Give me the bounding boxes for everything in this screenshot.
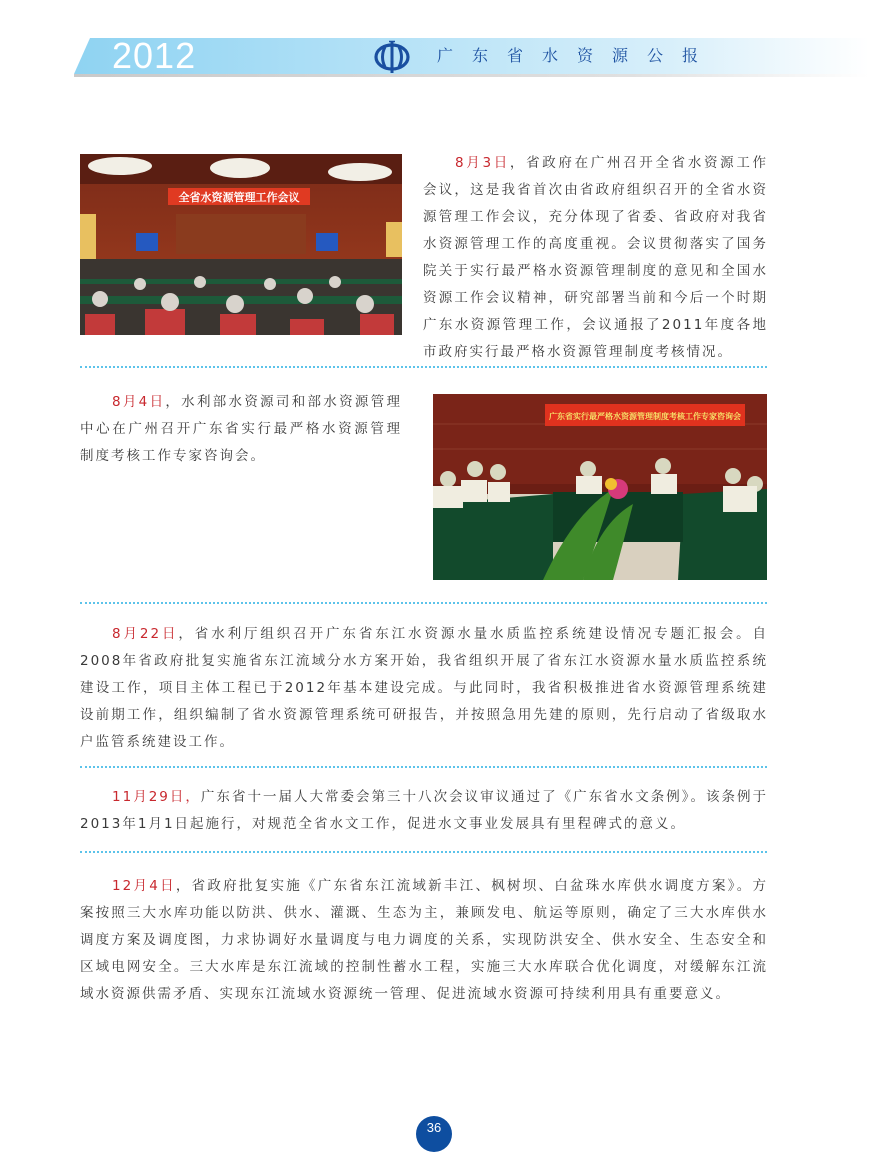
event-text: 水利部水资源司和部水资源管理中心在广州召开广东省实行最严格水资源管理制度考核工作专家咨询会。 — [80, 394, 402, 464]
svg-text:全省水资源管理工作会议: 全省水资源管理工作会议 — [178, 191, 300, 204]
header-year: 2012 — [112, 35, 197, 76]
event-text: 广东省十一届人大常委会第三十八次会议审议通过了《广东省水文条例》。该条例于2013年1月1日起施行，对规范全省水文工作，促进水文事业发展具有里程碑式的意义。 — [80, 789, 769, 832]
event-date: 8月4日 — [112, 394, 166, 410]
event-text: 省水利厅组织召开广东省东江水资源水量水质监控系统建设情况专题汇报会。自2008年省政府批复实施省东江流域分水方案开始，我省组织开展了省东江水资源水量水质监控系统建设工作，项目主体工程已于2012年基本建设完成。与此同时，我省积极推进省水资源管理系统建设前期工作，组织编制了省水资源管理系统可研报告，并按照急用先建的原则，先行启动了省级取水户监管系统建设工作。 — [80, 626, 768, 750]
event-text: 省政府批复实施《广东省东江流域新丰江、枫树坝、白盆珠水库供水调度方案》。方案按照三大水库功能以防洪、供水、灌溉、生态为主，兼顾发电、航运等原则，确定了三大水库供水调度方案及调度图，力求协调好水量调度与电力调度的关系，实现防洪安全、供水安全、生态安全和区域电网安全。三大水库是东江流域的控制性蓄水工程，实施三大水库联合优化调度，对缓解东江流域水资源供需矛盾、实现东江流域水资源统一管理、促进流域水资源可持续利用具有重要意义。 — [80, 878, 769, 1002]
event-date: 8月3日 — [455, 155, 510, 171]
expert-meeting-photo — [433, 394, 767, 580]
page-number: 36 — [416, 1116, 452, 1152]
event-date: 11月29日 — [112, 789, 186, 805]
conference-hall-photo — [80, 154, 402, 335]
publication-title: 广东省水资源公报 — [437, 46, 718, 65]
event-nov-29: 11月29日，广东省十一届人大常委会第三十八次会议审议通过了《广东省水文条例》。该条例于2013年1月1日起施行，对规范全省水文工作，促进水文事业发展具有里程碑式的意义。 — [80, 789, 769, 832]
event-date: 8月22日 — [112, 626, 179, 642]
event-aug-4: 8月4日，水利部水资源司和部水资源管理中心在广州召开广东省实行最严格水资源管理制度考核工作专家咨询会。 — [80, 394, 402, 464]
section-divider — [80, 602, 767, 604]
event-text: 省政府在广州召开全省水资源工作会议，这是我省首次由省政府组织召开的全省水资源管理工作会议，充分体现了省委、省政府对我省水资源管理工作的高度重视。会议贯彻落实了国务院关于实行最严格水资源管理制度的意见和全国水资源工作会议精神，研究部署当前和今后一个时期广东水资源管理工作，会议通报了2011年度各地市政府实行最严格水资源管理制度考核情况。 — [423, 155, 769, 360]
event-dec-4: 12月4日，省政府批复实施《广东省东江流域新丰江、枫树坝、白盆珠水库供水调度方案》。方案按照三大水库功能以防洪、供水、灌溉、生态为主，兼顾发电、航运等原则，确定了三大水库供水调度方案及调度图，力求协调好水量调度与电力调度的关系，实现防洪安全、供水安全、生态安全和区域电网安全。三大水库是东江流域的控制性蓄水工程，实施三大水库联合优化调度，对缓解东江流域水资源供需矛盾、实现东江流域水资源统一管理、促进流域水资源可持续利用具有重要意义。 — [80, 878, 769, 1002]
svg-text:广东省实行最严格水资源管理制度考核工作专家咨询会: 广东省实行最严格水资源管理制度考核工作专家咨询会 — [549, 412, 741, 421]
event-aug-3: 8月3日，省政府在广州召开全省水资源工作会议，这是我省首次由省政府组织召开的全省水资源管理工作会议，充分体现了省委、省政府对我省水资源管理工作的高度重视。会议贯彻落实了国务院关于实行最严格水资源管理制度的意见和全国水资源工作会议精神，研究部署当前和今后一个时期广东水资源管理工作，会议通报了2011年度各地市政府实行最严格水资源管理制度考核情况。 — [423, 155, 769, 360]
event-date: 12月4日 — [112, 878, 176, 894]
section-divider — [80, 766, 767, 768]
section-divider — [80, 366, 767, 368]
event-aug-22: 8月22日，省水利厅组织召开广东省东江水资源水量水质监控系统建设情况专题汇报会。自2008年省政府批复实施省东江流域分水方案开始，我省组织开展了省东江水资源水量水质监控系统建设工作，项目主体工程已于2012年基本建设完成。与此同时，我省积极推进省水资源管理系统建设前期工作，组织编制了省水资源管理系统可研报告，并按照急用先建的原则，先行启动了省级取水户监管系统建设工作。 — [80, 626, 768, 750]
water-resources-logo-icon — [373, 40, 411, 74]
section-divider — [80, 851, 767, 853]
